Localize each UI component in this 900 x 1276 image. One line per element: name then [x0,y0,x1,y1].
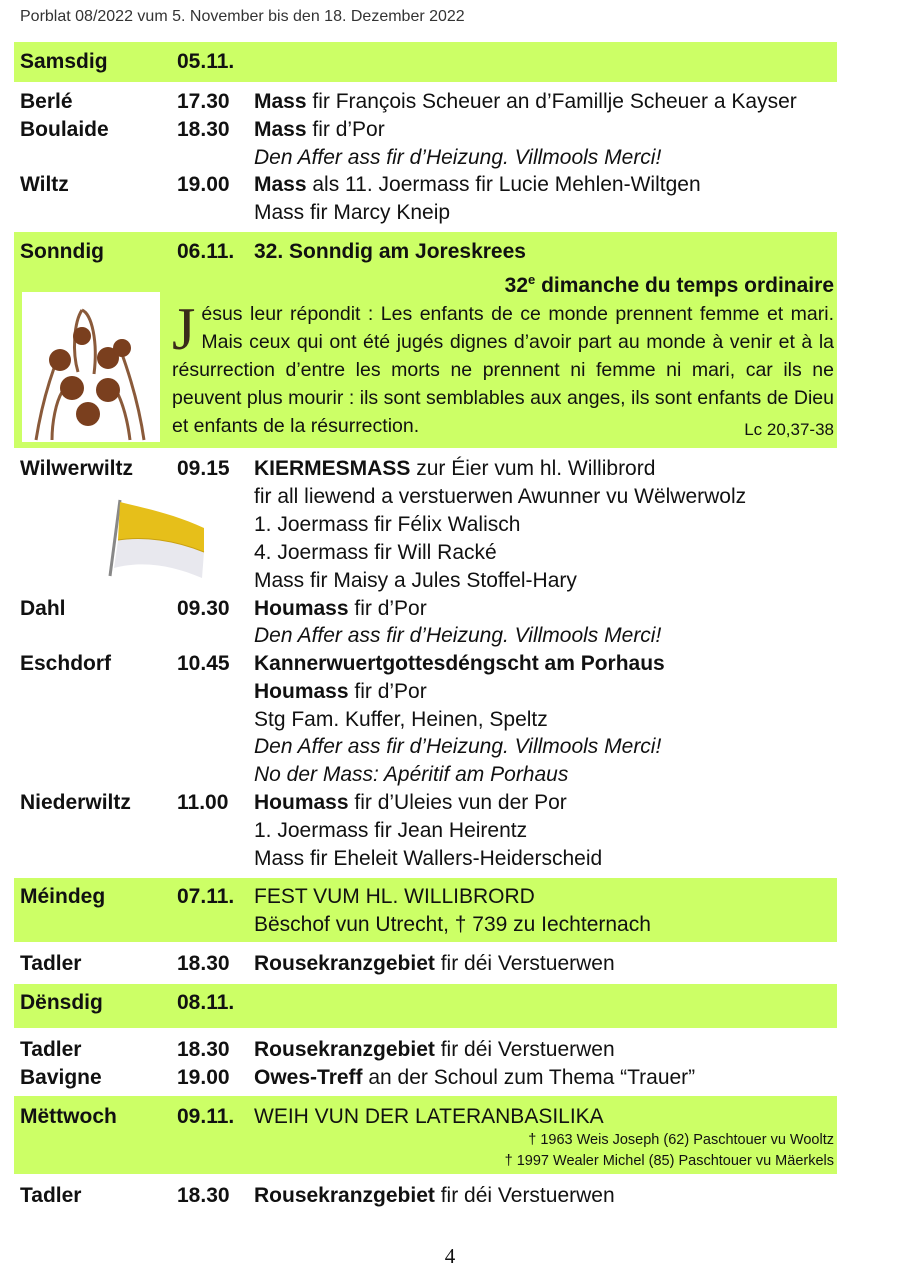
entry-wilwerwiltz [0,455,900,483]
time: 11.00 [177,791,229,814]
keyword: Rousekranzgebiet [254,1184,435,1207]
time: 19.00 [177,1066,230,1089]
time: 10.45 [177,652,230,675]
subtitle-text: dimanche du temps ordinaire [535,274,834,297]
drop-cap: J [172,296,196,362]
entry-bavigne [0,1064,900,1092]
day-subtitle-meindeg [0,911,900,939]
day-name: Méindeg [20,885,106,908]
detail: fir déi Verstuerwen [434,1038,615,1061]
description [254,950,615,978]
time: 09.15 [177,457,230,480]
detail: 4. Joermass fir Will Racké [254,541,497,564]
detail: fir déi Verstuerwen [434,952,615,975]
entry-niederwiltz-2 [0,817,900,845]
page-number: 4 [444,1244,456,1268]
day-title: WEIH VUN DER LATERANBASILIKA [254,1105,604,1128]
entry-dahl-note [0,622,900,650]
detail: als 11. Joermass fir Lucie Mehlen-Wiltgen [306,173,701,196]
detail: fir all liewend a verstuerwen Awunner vu Wëlwerwolz [254,485,747,508]
time: 17.30 [177,90,230,113]
detail: Mass fir Maisy a Jules Stoffel-Hary [254,569,577,592]
time: 18.30 [177,952,230,975]
detail: Mass fir Eheleit Wallers-Heiderscheid [254,847,603,870]
entry-boulaide-note [0,144,900,172]
entry-eschdorf-note2 [0,761,900,789]
detail: fir François Scheuer an d’Familljе Scheuer a Kayser [306,90,797,113]
time: 18.30 [177,1184,230,1207]
day-header-sonndig [0,238,900,266]
detail: an der Schoul zum Thema “Trauer” [362,1066,696,1089]
location: Tadler [20,1038,82,1061]
entry-tadler-3 [0,1182,900,1210]
description [254,455,655,483]
location: Boulaide [20,118,109,141]
keyword: KIERMESMASS [254,457,411,480]
note: No der Mass: Apéritif am Porhaus [254,763,569,786]
description [254,595,427,623]
detail: Stg Fam. Kuffer, Heinen, Speltz [254,708,548,731]
entry-wiltz-2 [0,199,900,227]
quote-text: ésus leur répondit : Les enfants de ce monde prennent femme et mari. Mais ceux qui ont été jugés dignes d’avoir part au monde à venir et à la résurrection d’entre les morts ne prennent ni femme ni mari, car ils ne peuvent plus mourir : ils sont semblables aux anges, ils sont enfants de Dieu et enfants de la résurrection. [172,303,834,437]
entry-dahl [0,595,900,623]
entry-berle [0,88,900,116]
entry-wiltz [0,171,900,199]
detail: fir d’Uleies vun der Por [348,791,567,814]
papal-flag-icon [104,494,214,584]
entry-eschdorf-note1 [0,733,900,761]
keyword: Mass [254,90,307,113]
day-date: 08.11. [177,991,235,1014]
gospel-quote [172,296,834,440]
detail: fir déi Verstuerwen [434,1184,615,1207]
entry-eschdorf [0,650,900,678]
description [254,678,427,706]
document-header: Porblat 08/2022 vum 5. November bis den 18. Dezember 2022 [20,8,465,25]
day-subtitle [505,266,834,300]
day-name: Dënsdig [20,991,103,1014]
description [254,650,665,678]
detail: 1. Joermass fir Félix Walisch [254,513,521,536]
keyword: Rousekranzgebiet [254,952,435,975]
keyword: Houmass [254,597,349,620]
entry-niederwiltz-3 [0,845,900,873]
description [254,1064,695,1092]
keyword: Kannerwuertgottesdéngscht am Porhaus [254,652,665,675]
description [254,116,385,144]
note: Den Affer ass fir d’Heizung. Villmools Merci! [254,146,662,169]
subtitle-number: 32 [504,274,529,297]
time: 18.30 [177,118,230,141]
day-subtitle: Bëschof vun Utrecht, † 739 zu Iechternach [254,913,651,936]
detail: 1. Joermass fir Jean Heirentz [254,819,528,842]
keyword: Houmass [254,680,349,703]
day-header-mettwoch [0,1103,900,1131]
detail: fir d’Por [306,118,385,141]
description [254,171,701,199]
day-name: Mëttwoch [20,1105,117,1128]
description [254,88,797,116]
detail: Mass fir Marcy Kneip [254,201,451,224]
keyword: Houmass [254,791,349,814]
entry-eschdorf-2 [0,678,900,706]
location: Wiltz [20,173,69,196]
description [254,789,567,817]
location: Tadler [20,952,82,975]
memorial-note-1: † 1963 Weis Joseph (62) Paschtouer vu Wooltz [528,1132,834,1148]
description [254,1036,615,1064]
day-name: Samsdig [20,50,108,73]
people-illustration [22,292,160,442]
day-header-densdig [0,989,900,1017]
keyword: Mass [254,173,307,196]
quote-reference: Lc 20,37-38 [744,420,834,439]
time: 19.00 [177,173,230,196]
day-name: Sonndig [20,240,104,263]
location: Wilwerwiltz [20,457,133,480]
location: Niederwiltz [20,791,131,814]
location: Berlé [20,90,73,113]
time: 09.30 [177,597,230,620]
description [254,1182,615,1210]
day-title: 32. Sonndig am Joreskrees [254,240,526,263]
entry-niederwiltz [0,789,900,817]
keyword: Mass [254,118,307,141]
day-header-samsdig [0,48,900,76]
day-title: FEST VUM HL. WILLIBRORD [254,885,535,908]
location: Dahl [20,597,66,620]
entry-tadler-2 [0,1036,900,1064]
time: 18.30 [177,1038,230,1061]
note: Den Affer ass fir d’Heizung. Villmools Merci! [254,735,662,758]
entry-tadler-1 [0,950,900,978]
note: Den Affer ass fir d’Heizung. Villmools Merci! [254,624,662,647]
location: Bavigne [20,1066,102,1089]
day-subtitle-sonndig [0,266,900,297]
detail: zur Éier vum hl. Willibrord [410,457,656,480]
detail: fir d’Por [348,680,427,703]
day-date: 06.11. [177,240,235,263]
subtitle-sup: e [528,272,536,287]
day-date: 07.11. [177,885,235,908]
entry-eschdorf-3 [0,706,900,734]
location: Eschdorf [20,652,112,675]
keyword: Rousekranzgebiet [254,1038,435,1061]
detail: fir d’Por [348,597,427,620]
keyword: Owes-Treff [254,1066,363,1089]
day-date: 05.11. [177,50,235,73]
memorial-note-2: † 1997 Wealer Michel (85) Paschtouer vu Mäerkels [504,1153,834,1169]
day-date: 09.11. [177,1105,235,1128]
location: Tadler [20,1184,82,1207]
day-header-meindeg [0,883,900,911]
entry-boulaide [0,116,900,144]
